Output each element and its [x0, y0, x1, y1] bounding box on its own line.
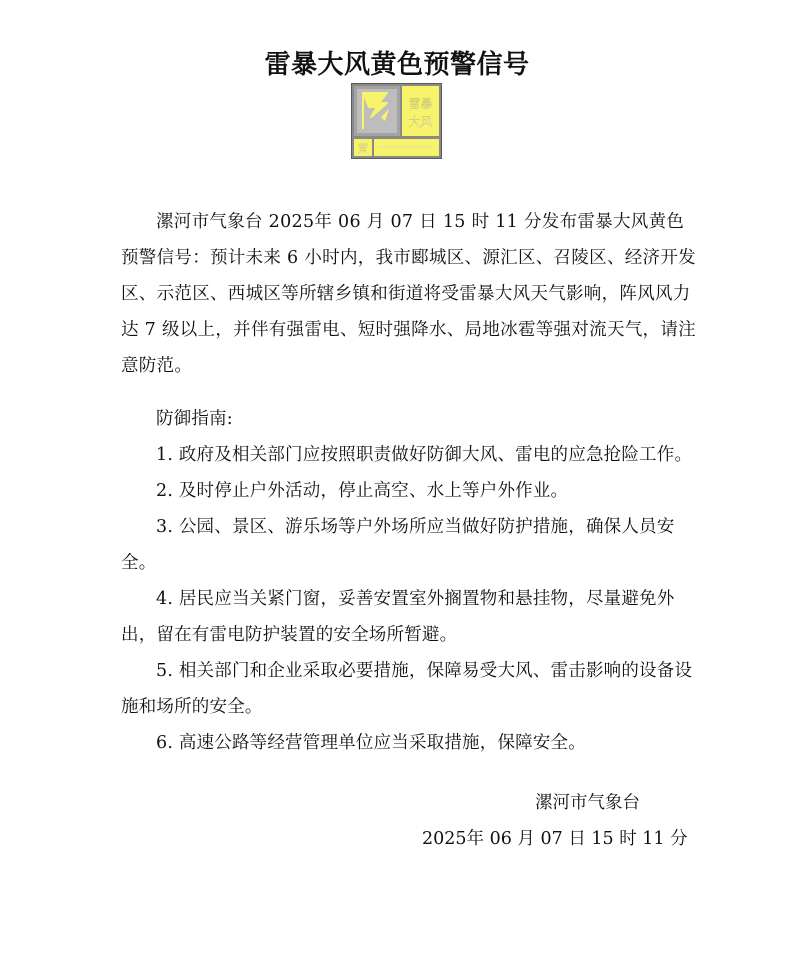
defense-guide: [121, 401, 697, 761]
guide-item: 3. 公园、景区、游乐场等户外场所应当做好防护措施，确保人员安全。: [121, 517, 675, 573]
guide-item: 5. 相关部门和企业采取必要措施，保障易受大风、雷击影响的设备设施和场所的安全。: [121, 661, 693, 717]
warning-body-text: 漯河市气象台 2025年 06 月 07 日 15 时 11 分发布雷暴大风黄色预警信号：预计未来 6 小时内，我市郾城区、源汇区、召陵区、经济开发区、示范区、西城区等所辖乡镇和街道将受雷暴大风天气影响，阵风风力达 7 级以上，并伴有强雷电、短时强降水、局地冰雹等强对流天气，请注意防范。: [121, 212, 696, 376]
warning-body: [121, 204, 697, 384]
guide-item: 1. 政府及相关部门应按照职责做好防御大风、雷电的应急抢险工作。: [156, 445, 693, 465]
badge-text-bottom: 大风: [408, 115, 433, 129]
issue-date: 2025年 06 月 07 日 15 时 11 分: [422, 829, 688, 849]
guide-item: 4. 居民应当关紧门窗，妥善安置室外搁置物和悬挂物，尽量避免外出，留在有雷电防护装置的安全场所暂避。: [121, 589, 675, 645]
issuer-signature: 漯河市气象台: [535, 793, 640, 813]
guide-item: 6. 高速公路等经营管理单位应当采取措施，保障安全。: [156, 733, 586, 753]
badge-level-char: 黄: [357, 142, 369, 155]
warning-signal-icon: [351, 83, 442, 159]
guide-item: 2. 及时停止户外活动，停止高空、水上等户外作业。: [156, 481, 569, 501]
badge-text-top: 雷暴: [408, 97, 433, 111]
guide-heading: 防御指南:: [156, 409, 233, 429]
page-title: 雷暴大风黄色预警信号: [264, 50, 530, 80]
